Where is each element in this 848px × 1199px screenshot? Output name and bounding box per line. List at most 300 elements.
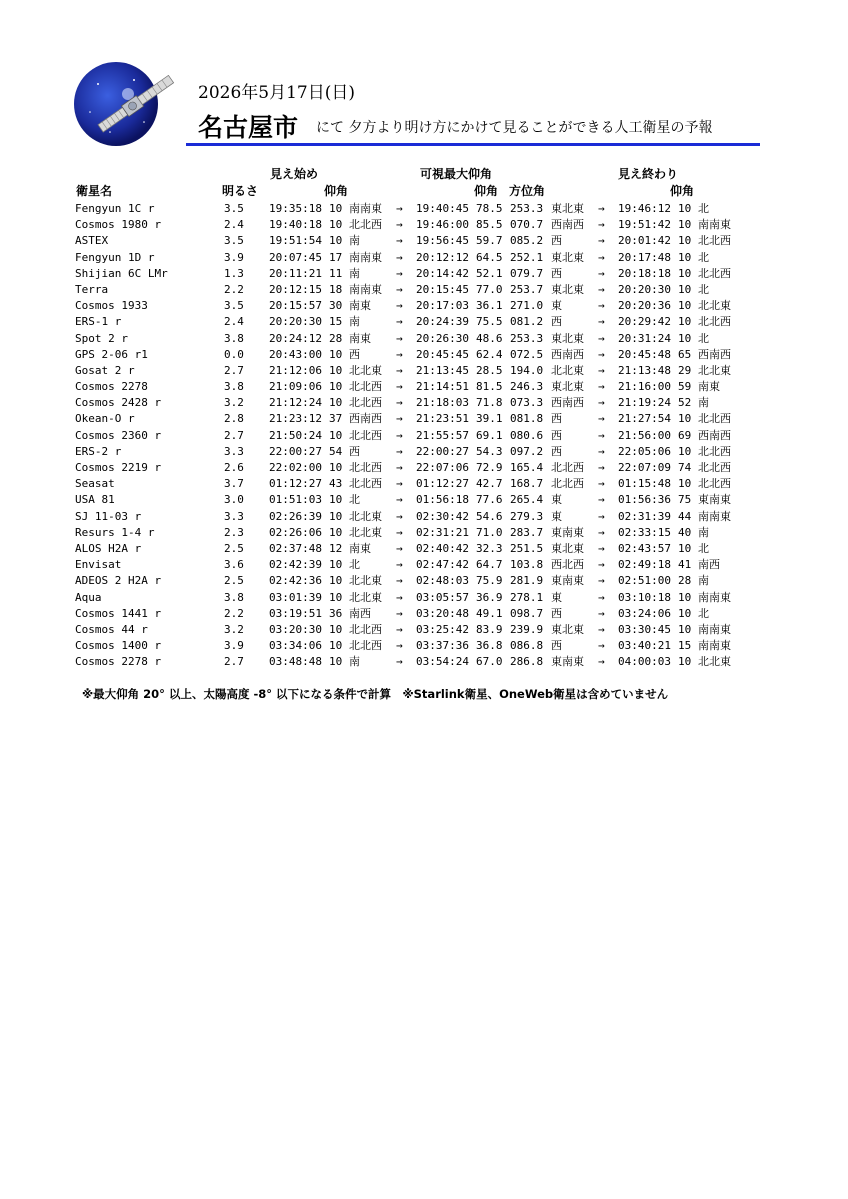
arrow-icon: → <box>598 282 605 296</box>
magnitude: 2.8 <box>224 412 244 426</box>
start-direction: 西 <box>349 444 360 458</box>
end-direction: 北 <box>698 606 709 620</box>
max-azimuth: 081.2 <box>510 315 544 329</box>
magnitude: 2.7 <box>224 363 244 377</box>
table-row <box>75 509 775 525</box>
end-elevation: 28 <box>678 574 692 588</box>
magnitude: 3.3 <box>224 444 244 458</box>
max-direction: 東北東 <box>551 331 584 345</box>
arrow-icon: → <box>598 202 605 215</box>
start-direction: 北北東 <box>349 525 382 539</box>
end-direction: 北北西 <box>698 477 731 491</box>
max-elevation: 62.4 <box>476 347 503 361</box>
magnitude: 3.3 <box>224 509 244 523</box>
magnitude: 3.5 <box>224 299 244 313</box>
start-time: 20:15:57 <box>269 299 322 313</box>
start-time: 03:01:39 <box>269 590 322 604</box>
max-time: 20:24:39 <box>416 315 469 329</box>
start-direction: 南東 <box>349 299 371 313</box>
table-row <box>75 298 775 314</box>
end-elevation: 65 <box>678 347 692 361</box>
end-direction: 北 <box>698 541 709 555</box>
arrow-icon: → <box>396 477 403 491</box>
start-time: 01:12:27 <box>269 477 322 491</box>
end-time: 21:16:00 <box>618 380 671 394</box>
satellite-name: ALOS H2A r <box>75 541 142 555</box>
end-elevation: 10 <box>678 331 692 345</box>
max-direction: 西北西 <box>551 558 584 572</box>
magnitude: 3.5 <box>224 234 244 248</box>
start-direction: 北北東 <box>349 509 382 523</box>
page-subtitle: にて 夕方より明け方にかけて見ることができる人工衛星の予報 <box>316 120 713 136</box>
arrow-icon: → <box>396 574 403 588</box>
elev-end-header: 仰角 <box>670 184 695 198</box>
end-elevation: 10 <box>678 282 692 296</box>
arrow-icon: → <box>396 461 403 474</box>
magnitude: 2.6 <box>224 461 244 474</box>
start-elevation: 10 <box>329 202 343 215</box>
max-elevation: 32.3 <box>476 541 503 555</box>
magnitude: 3.9 <box>224 250 244 264</box>
start-time: 20:43:00 <box>269 347 322 361</box>
max-azimuth: 283.7 <box>510 525 544 539</box>
satellite-name: Cosmos 1980 r <box>75 218 162 232</box>
satellite-name: Cosmos 1441 r <box>75 606 162 620</box>
max-azimuth: 246.3 <box>510 380 544 394</box>
end-time: 20:17:48 <box>618 250 671 264</box>
start-direction: 北北西 <box>349 622 382 636</box>
start-time: 02:42:36 <box>269 574 322 588</box>
start-elevation: 10 <box>329 396 343 410</box>
arrow-icon: → <box>396 509 403 523</box>
arrow-icon: → <box>598 218 605 232</box>
end-elevation: 59 <box>678 380 692 394</box>
max-elevation: 36.1 <box>476 299 503 313</box>
start-time: 20:20:30 <box>269 315 322 329</box>
table-row <box>75 395 775 411</box>
max-elevation: 49.1 <box>476 606 503 620</box>
start-elevation: 18 <box>329 282 343 296</box>
max-time: 02:40:42 <box>416 541 469 555</box>
satellite-name: Okean-O r <box>75 412 135 426</box>
max-azimuth: 103.8 <box>510 558 544 572</box>
arrow-icon: → <box>598 266 605 280</box>
end-elevation: 10 <box>678 234 692 248</box>
arrow-icon: → <box>396 250 403 264</box>
end-direction: 南南東 <box>698 590 731 604</box>
max-time: 20:17:03 <box>416 299 469 313</box>
table-row <box>75 525 775 541</box>
max-direction: 西 <box>551 606 562 620</box>
arrow-icon: → <box>598 639 605 653</box>
max-elevation: 39.1 <box>476 412 503 426</box>
group-start-header: 見え始め <box>270 167 319 181</box>
end-direction: 北北東 <box>698 363 731 377</box>
table-row <box>75 363 775 379</box>
end-elevation: 52 <box>678 396 692 410</box>
satellite-name: Cosmos 2360 r <box>75 428 162 442</box>
magnitude-header: 明るさ <box>222 184 259 198</box>
table-row <box>75 314 775 330</box>
elev-max-header: 仰角 <box>474 184 499 198</box>
max-elevation: 71.0 <box>476 525 503 539</box>
magnitude: 2.5 <box>224 541 244 555</box>
start-time: 02:37:48 <box>269 541 322 555</box>
max-azimuth: 286.8 <box>510 655 544 669</box>
max-elevation: 81.5 <box>476 380 503 394</box>
max-time: 01:56:18 <box>416 493 469 507</box>
end-time: 03:30:45 <box>618 622 671 636</box>
max-azimuth: 278.1 <box>510 590 544 604</box>
magnitude: 3.8 <box>224 380 244 394</box>
max-azimuth: 281.9 <box>510 574 544 588</box>
max-direction: 東北東 <box>551 282 584 296</box>
start-elevation: 10 <box>329 509 343 523</box>
satellite-name: ERS-1 r <box>75 315 122 329</box>
end-time: 20:18:18 <box>618 266 671 280</box>
max-azimuth: 165.4 <box>510 461 544 474</box>
magnitude: 2.7 <box>224 655 244 669</box>
max-time: 20:45:45 <box>416 347 469 361</box>
arrow-icon: → <box>598 655 605 669</box>
arrow-icon: → <box>598 444 605 458</box>
max-direction: 北北西 <box>551 461 584 474</box>
max-elevation: 75.5 <box>476 315 503 329</box>
max-direction: 西 <box>551 444 562 458</box>
end-time: 03:40:21 <box>618 639 671 653</box>
max-direction: 東北東 <box>551 380 584 394</box>
end-elevation: 15 <box>678 639 692 653</box>
start-elevation: 10 <box>329 218 343 232</box>
max-azimuth: 251.5 <box>510 541 544 555</box>
end-elevation: 10 <box>678 266 692 280</box>
start-time: 21:50:24 <box>269 428 322 442</box>
start-direction: 北北西 <box>349 380 382 394</box>
max-direction: 東北東 <box>551 622 584 636</box>
arrow-icon: → <box>598 541 605 555</box>
arrow-icon: → <box>396 380 403 394</box>
arrow-icon: → <box>396 541 403 555</box>
end-direction: 北北西 <box>698 315 731 329</box>
start-elevation: 28 <box>329 331 343 345</box>
end-elevation: 10 <box>678 590 692 604</box>
max-elevation: 36.8 <box>476 639 503 653</box>
max-azimuth: 081.8 <box>510 412 544 426</box>
start-elevation: 11 <box>329 266 343 280</box>
satellite-name: Aqua <box>75 590 102 604</box>
satellite-name: Shijian 6C LMr <box>75 266 168 280</box>
end-direction: 西南西 <box>698 428 731 442</box>
max-elevation: 69.1 <box>476 428 503 442</box>
start-direction: 西 <box>349 347 360 361</box>
table-row <box>75 460 775 476</box>
arrow-icon: → <box>396 444 403 458</box>
arrow-icon: → <box>598 606 605 620</box>
arrow-icon: → <box>598 558 605 572</box>
max-azimuth: 086.8 <box>510 639 544 653</box>
start-time: 02:42:39 <box>269 558 322 572</box>
satellite-name: ASTEX <box>75 234 109 248</box>
arrow-icon: → <box>598 477 605 491</box>
end-direction: 北 <box>698 282 709 296</box>
end-time: 03:10:18 <box>618 590 671 604</box>
arrow-icon: → <box>598 574 605 588</box>
arrow-icon: → <box>396 315 403 329</box>
satellite-name: SJ 11-03 r <box>75 509 142 523</box>
footnote: ※最大仰角 20° 以上、太陽高度 -8° 以下になる条件で計算 ※Starlink衛星、OneWeb衛星は含めていません <box>82 687 669 701</box>
arrow-icon: → <box>396 655 403 669</box>
max-direction: 東 <box>551 590 562 604</box>
max-azimuth: 079.7 <box>510 266 544 280</box>
max-time: 03:25:42 <box>416 622 469 636</box>
start-time: 21:23:12 <box>269 412 322 426</box>
start-elevation: 10 <box>329 428 343 442</box>
arrow-icon: → <box>598 396 605 410</box>
start-direction: 南南東 <box>349 282 382 296</box>
table-row <box>75 557 775 573</box>
end-elevation: 10 <box>678 299 692 313</box>
satellite-name: GPS 2-06 r1 <box>75 347 148 361</box>
arrow-icon: → <box>396 428 403 442</box>
arrow-icon: → <box>396 234 403 248</box>
start-direction: 北北西 <box>349 428 382 442</box>
table-row <box>75 266 775 282</box>
start-elevation: 10 <box>329 655 343 669</box>
arrow-icon: → <box>598 331 605 345</box>
max-time: 02:30:42 <box>416 509 469 523</box>
group-max-header: 可視最大仰角 <box>420 167 493 181</box>
arrow-icon: → <box>396 331 403 345</box>
start-time: 20:24:12 <box>269 331 322 345</box>
start-direction: 北北西 <box>349 218 382 232</box>
magnitude: 3.2 <box>224 622 244 636</box>
start-time: 22:02:00 <box>269 461 322 474</box>
end-time: 22:07:09 <box>618 461 671 474</box>
start-time: 20:11:21 <box>269 266 322 280</box>
satellite-name: Cosmos 1933 <box>75 299 148 313</box>
satellite-name: Terra <box>75 282 109 296</box>
magnitude: 0.0 <box>224 347 244 361</box>
end-elevation: 41 <box>678 558 692 572</box>
end-elevation: 29 <box>678 363 692 377</box>
table-row <box>75 606 775 622</box>
end-time: 20:20:36 <box>618 299 671 313</box>
start-time: 20:12:15 <box>269 282 322 296</box>
arrow-icon: → <box>396 363 403 377</box>
table-row <box>75 250 775 266</box>
start-direction: 北北西 <box>349 461 382 474</box>
max-time: 19:56:45 <box>416 234 469 248</box>
max-time: 19:46:00 <box>416 218 469 232</box>
start-elevation: 10 <box>329 558 343 572</box>
table-row <box>75 590 775 606</box>
max-time: 22:07:06 <box>416 461 469 474</box>
start-elevation: 10 <box>329 574 343 588</box>
max-direction: 東 <box>551 509 562 523</box>
start-time: 03:20:30 <box>269 622 322 636</box>
table-row <box>75 492 775 508</box>
end-direction: 北北西 <box>698 444 731 458</box>
table-row <box>75 654 775 670</box>
magnitude: 3.8 <box>224 331 244 345</box>
satellite-name: Seasat <box>75 477 115 491</box>
end-direction: 北北西 <box>698 234 731 248</box>
max-elevation: 72.9 <box>476 461 503 474</box>
table-row <box>75 411 775 427</box>
max-direction: 西 <box>551 412 562 426</box>
start-elevation: 15 <box>329 315 343 329</box>
max-azimuth: 072.5 <box>510 347 544 361</box>
max-time: 01:12:27 <box>416 477 469 491</box>
max-direction: 西 <box>551 234 562 248</box>
max-elevation: 64.5 <box>476 250 503 264</box>
report-date: 2026年5月17日(日) <box>198 83 355 103</box>
table-row <box>75 217 775 233</box>
end-direction: 南南東 <box>698 639 731 653</box>
max-time: 21:23:51 <box>416 412 469 426</box>
start-time: 21:09:06 <box>269 380 322 394</box>
end-time: 02:49:18 <box>618 558 671 572</box>
table-row <box>75 379 775 395</box>
end-elevation: 10 <box>678 444 692 458</box>
max-elevation: 77.0 <box>476 282 503 296</box>
end-direction: 西南西 <box>698 347 731 361</box>
max-azimuth: 073.3 <box>510 396 544 410</box>
start-elevation: 10 <box>329 380 343 394</box>
max-direction: 北北西 <box>551 477 584 491</box>
start-elevation: 10 <box>329 622 343 636</box>
max-direction: 東南東 <box>551 574 584 588</box>
satellite-name: Resurs 1-4 r <box>75 525 155 539</box>
satellite-name: Cosmos 2428 r <box>75 396 162 410</box>
max-direction: 西 <box>551 315 562 329</box>
arrow-icon: → <box>396 525 403 539</box>
max-time: 02:48:03 <box>416 574 469 588</box>
end-time: 20:31:24 <box>618 331 671 345</box>
end-direction: 北北西 <box>698 266 731 280</box>
end-elevation: 69 <box>678 428 692 442</box>
max-azimuth: 085.2 <box>510 234 544 248</box>
end-elevation: 10 <box>678 250 692 264</box>
start-elevation: 43 <box>329 477 343 491</box>
max-azimuth: 194.0 <box>510 363 544 377</box>
end-time: 21:19:24 <box>618 396 671 410</box>
end-direction: 北北西 <box>698 412 731 426</box>
max-elevation: 54.6 <box>476 509 503 523</box>
max-elevation: 75.9 <box>476 574 503 588</box>
satellite-earth-icon <box>72 52 188 152</box>
max-time: 03:20:48 <box>416 606 469 620</box>
start-direction: 南南東 <box>349 202 382 215</box>
end-time: 02:33:15 <box>618 525 671 539</box>
max-elevation: 36.9 <box>476 590 503 604</box>
max-elevation: 42.7 <box>476 477 503 491</box>
start-elevation: 10 <box>329 590 343 604</box>
arrow-icon: → <box>598 525 605 539</box>
end-time: 21:27:54 <box>618 412 671 426</box>
start-direction: 南東 <box>349 541 371 555</box>
max-elevation: 85.5 <box>476 218 503 232</box>
table-row <box>75 201 775 217</box>
max-time: 21:55:57 <box>416 428 469 442</box>
arrow-icon: → <box>598 412 605 426</box>
start-direction: 南東 <box>349 331 371 345</box>
start-direction: 北北東 <box>349 363 382 377</box>
end-time: 02:31:39 <box>618 509 671 523</box>
max-direction: 東南東 <box>551 525 584 539</box>
max-elevation: 78.5 <box>476 202 503 215</box>
arrow-icon: → <box>396 218 403 232</box>
end-direction: 南南東 <box>698 509 731 523</box>
end-time: 02:51:00 <box>618 574 671 588</box>
end-direction: 北 <box>698 250 709 264</box>
start-elevation: 10 <box>329 493 343 507</box>
magnitude: 2.2 <box>224 606 244 620</box>
max-time: 20:14:42 <box>416 266 469 280</box>
table-row <box>75 428 775 444</box>
magnitude: 2.3 <box>224 525 244 539</box>
city-name: 名古屋市 <box>198 113 299 142</box>
start-elevation: 54 <box>329 444 343 458</box>
arrow-icon: → <box>396 282 403 296</box>
max-elevation: 28.5 <box>476 363 503 377</box>
start-direction: 北北西 <box>349 396 382 410</box>
start-elevation: 36 <box>329 606 343 620</box>
satellite-header: 衛星名 <box>76 184 113 198</box>
end-time: 01:56:36 <box>618 493 671 507</box>
start-direction: 南 <box>349 315 360 329</box>
max-elevation: 83.9 <box>476 622 503 636</box>
max-time: 20:12:12 <box>416 250 469 264</box>
satellite-name: Envisat <box>75 558 122 572</box>
max-azimuth: 271.0 <box>510 299 544 313</box>
max-elevation: 48.6 <box>476 331 503 345</box>
arrow-icon: → <box>396 639 403 653</box>
end-direction: 南南東 <box>698 622 731 636</box>
max-time: 02:31:21 <box>416 525 469 539</box>
max-azimuth: 265.4 <box>510 493 544 507</box>
magnitude: 3.8 <box>224 590 244 604</box>
end-time: 04:00:03 <box>618 655 671 669</box>
max-time: 20:26:30 <box>416 331 469 345</box>
start-direction: 北北西 <box>349 639 382 653</box>
satellite-name: Gosat 2 r <box>75 363 135 377</box>
end-elevation: 10 <box>678 202 692 215</box>
start-elevation: 30 <box>329 299 343 313</box>
end-time: 19:46:12 <box>618 202 671 215</box>
end-direction: 南南東 <box>698 218 731 232</box>
max-azimuth: 080.6 <box>510 428 544 442</box>
arrow-icon: → <box>598 299 605 313</box>
header-rule <box>186 143 760 146</box>
arrow-icon: → <box>598 428 605 442</box>
azimuth-header: 方位角 <box>509 184 546 198</box>
start-elevation: 10 <box>329 461 343 474</box>
end-time: 20:29:42 <box>618 315 671 329</box>
magnitude: 2.4 <box>224 315 244 329</box>
arrow-icon: → <box>396 266 403 280</box>
max-elevation: 77.6 <box>476 493 503 507</box>
start-direction: 西南西 <box>349 412 382 426</box>
max-direction: 東南東 <box>551 655 584 669</box>
end-elevation: 10 <box>678 315 692 329</box>
start-elevation: 10 <box>329 363 343 377</box>
magnitude: 2.4 <box>224 218 244 232</box>
max-time: 02:47:42 <box>416 558 469 572</box>
end-direction: 南西 <box>698 558 720 572</box>
start-time: 22:00:27 <box>269 444 322 458</box>
arrow-icon: → <box>598 363 605 377</box>
